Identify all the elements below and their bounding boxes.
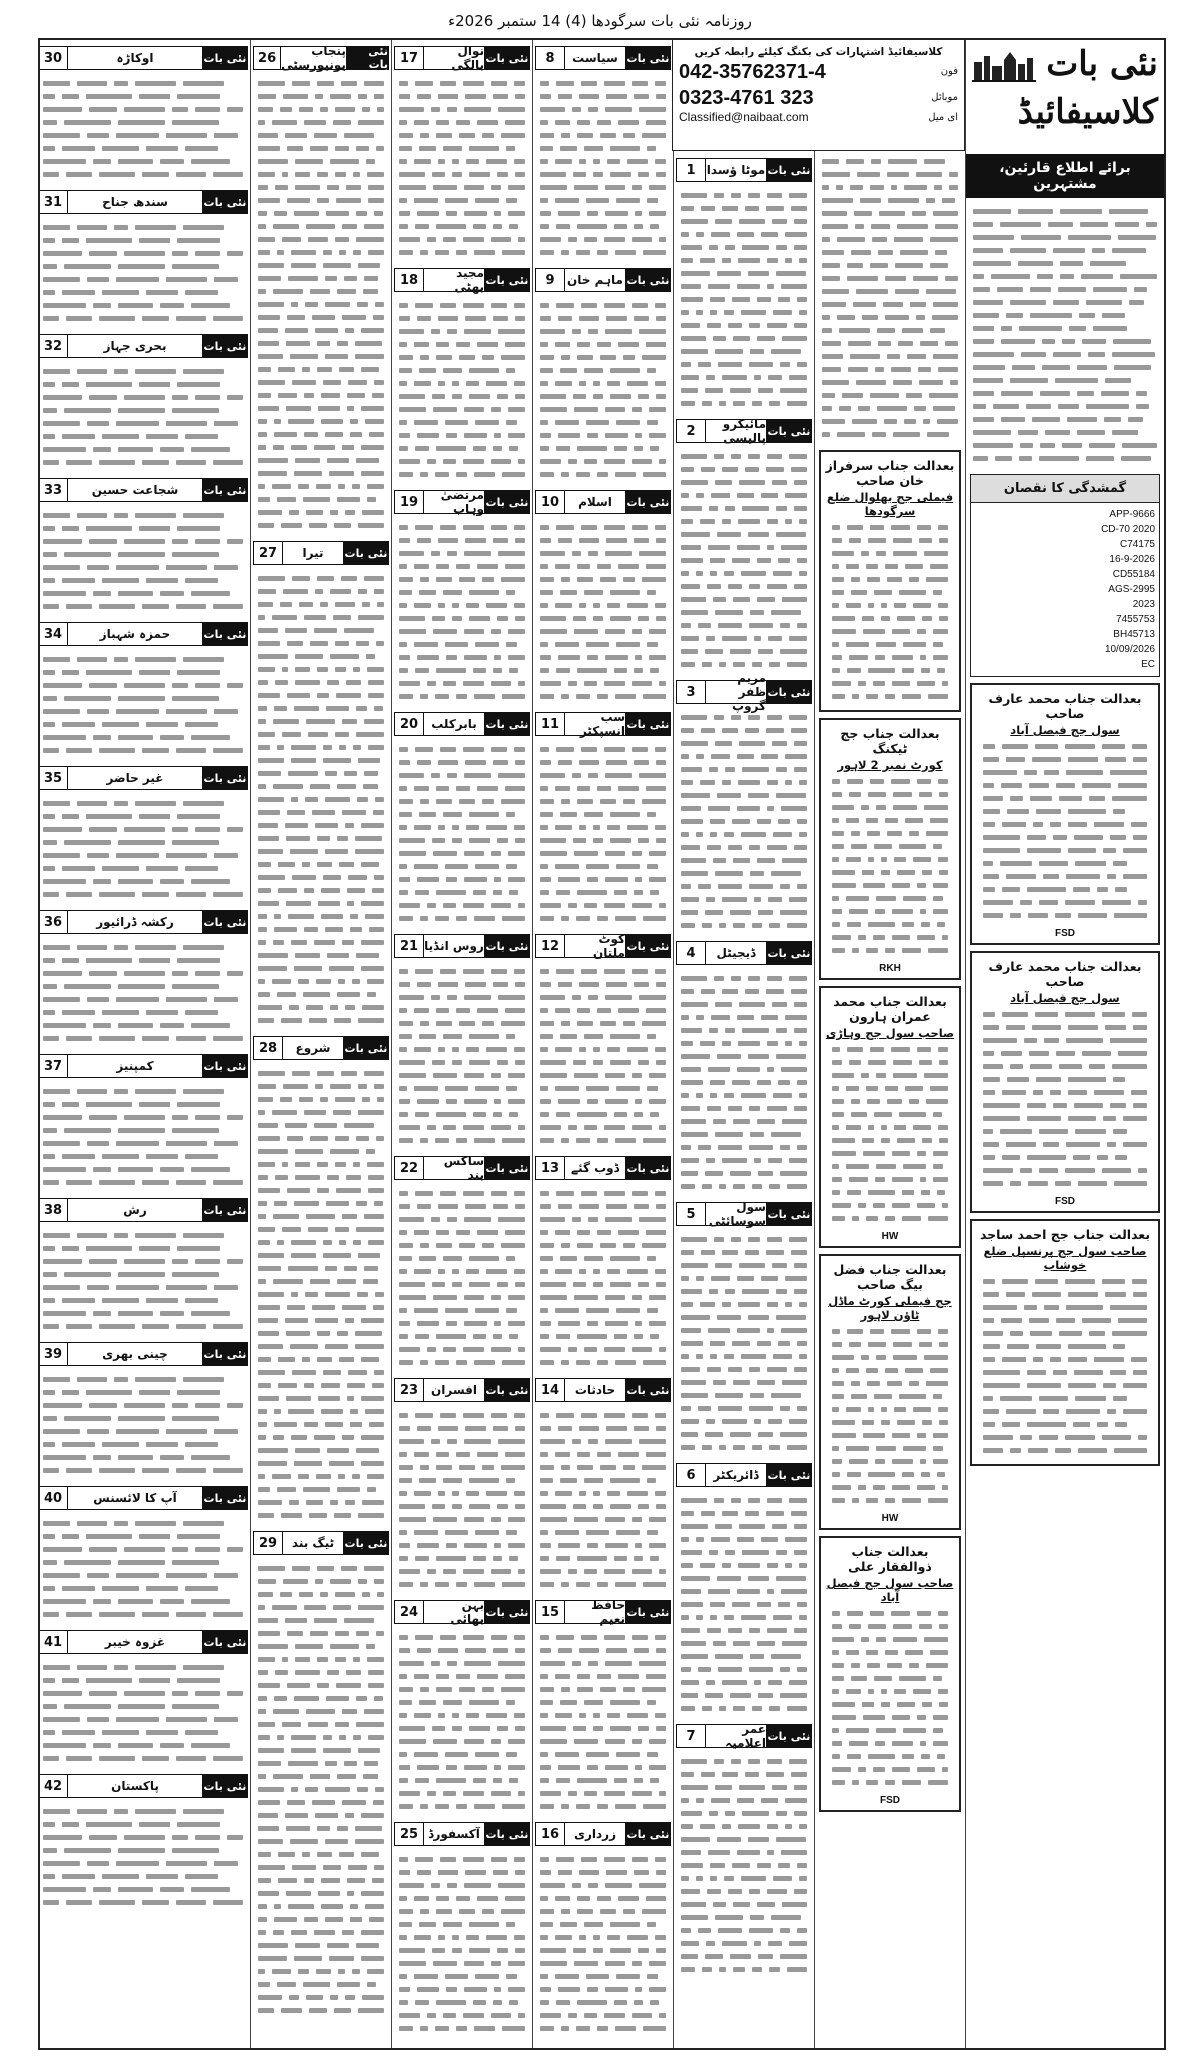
brand-badge: نئی بات: [766, 1463, 812, 1487]
category-title: پنجاب یونیورسٹی: [281, 44, 346, 72]
category-number: 30: [38, 46, 68, 70]
classified-ad: [38, 478, 250, 616]
category-header: [394, 1156, 530, 1180]
classified-ad: [392, 934, 532, 1150]
category-title: ساکس بند: [424, 1156, 484, 1180]
category-number: 3: [676, 680, 706, 704]
column-ads-4: [251, 40, 391, 2048]
category-header: [38, 1342, 248, 1366]
classified-ad: [533, 1822, 673, 2038]
category-header: [38, 334, 248, 358]
classified-ad: [38, 622, 250, 760]
category-header: [394, 1378, 530, 1402]
court-subtitle: صاحب سول جج پرنسپل ضلع خوشاب: [983, 1244, 1147, 1272]
lost-found-item: BH45713: [1113, 629, 1155, 640]
category-title: مرتضیٰ وہاب: [424, 490, 484, 514]
category-number: 33: [38, 478, 68, 502]
category-title: اوکاڑہ: [68, 46, 202, 70]
category-header: [535, 1600, 671, 1624]
category-title: بہن بھائی: [424, 1600, 484, 1624]
email-label: ای میل: [928, 111, 958, 123]
classified-ad: [392, 1378, 532, 1594]
brand-badge: نئی بات: [766, 158, 812, 182]
category-number: 22: [394, 1156, 424, 1180]
contact-box: [672, 40, 965, 151]
court-notice: [819, 450, 961, 712]
court-notice: [819, 718, 961, 980]
category-title: چینی بھری: [68, 1342, 202, 1366]
classified-ad: [251, 46, 391, 535]
brand-badge: نئی بات: [766, 1202, 812, 1226]
masthead-logo: نئی بات: [1046, 44, 1158, 84]
classified-ad: [674, 1463, 814, 1718]
category-title: شروع: [283, 1036, 343, 1060]
brand-badge: نئی بات: [625, 934, 671, 958]
category-header: [38, 1198, 248, 1222]
brand-badge: نئی بات: [202, 46, 248, 70]
category-number: 6: [676, 1463, 706, 1487]
mobile-label: موبائل: [931, 91, 958, 103]
brand-badge: نئی بات: [343, 541, 389, 565]
classified-ad: [38, 1054, 250, 1192]
category-header: [394, 490, 530, 514]
classified-ad: [392, 1156, 532, 1372]
classified-ad: [38, 766, 250, 904]
classified-ad: [251, 541, 391, 1030]
classified-ad: [392, 268, 532, 484]
court-title: بعدالت جناب جج ٹیکنگ: [840, 726, 940, 756]
brand-badge: نئی بات: [625, 1378, 671, 1402]
classified-ad: [38, 46, 250, 184]
category-title: عمر اعلامیہ: [706, 1724, 766, 1748]
court-subtitle: فیملی جج بھلوال ضلع سرگودھا: [826, 490, 954, 518]
brand-badge: نئی بات: [484, 934, 530, 958]
classified-ad: [533, 268, 673, 484]
category-number: 27: [253, 541, 283, 565]
phone-row: [673, 58, 964, 84]
category-header: [38, 1630, 248, 1654]
brand-badge: نئی بات: [625, 268, 671, 292]
category-title: مریم ظفر گروپ: [706, 680, 766, 704]
court-title: بعدالت جناب سرفراز خان صاحب: [825, 458, 955, 488]
category-number: 2: [676, 419, 706, 443]
category-title: سول سوسائٹی: [706, 1202, 766, 1226]
contact-heading: کلاسیفائیڈ اشتہارات کی بکنگ کیلئے رابطہ کریں: [694, 46, 943, 58]
brand-badge: نئی بات: [625, 490, 671, 514]
classified-ad: [251, 1531, 391, 2020]
court-code: RKH: [879, 963, 901, 974]
classified-ad: [533, 490, 673, 706]
category-title: سیاست: [565, 46, 625, 70]
category-header: [676, 158, 812, 182]
category-header: [676, 1202, 812, 1226]
court-code: HW: [881, 1513, 899, 1524]
category-number: 28: [253, 1036, 283, 1060]
classified-ad: [392, 490, 532, 706]
category-header: [535, 1156, 671, 1180]
court-title: بعدالت جناب محمد عارف صاحب: [988, 959, 1142, 989]
brand-badge: نئی بات: [625, 1156, 671, 1180]
category-number: 19: [394, 490, 424, 514]
category-header: [394, 1600, 530, 1624]
category-number: 4: [676, 941, 706, 965]
lost-found-item: AGS-2995: [1108, 584, 1155, 595]
lost-found-item: EC: [1141, 659, 1155, 670]
brand-badge: نئی بات: [202, 766, 248, 790]
category-number: 29: [253, 1531, 283, 1555]
category-title: آپ کا لائسنس: [68, 1486, 202, 1510]
category-title: حافظ نعیم: [565, 1600, 625, 1624]
category-number: 25: [394, 1822, 424, 1846]
brand-badge: نئی بات: [202, 1198, 248, 1222]
court-title: بعدالت جناب محمد عمران ہارون: [833, 994, 947, 1024]
category-header: [535, 1378, 671, 1402]
notice-text: [966, 202, 1164, 468]
category-title: مجید بھٹی: [424, 268, 484, 292]
brand-badge: نئی بات: [202, 622, 248, 646]
category-title: افسران: [424, 1378, 484, 1402]
category-number: 9: [535, 268, 565, 292]
category-header: [38, 190, 248, 214]
brand-badge: نئی بات: [343, 1036, 389, 1060]
court-subtitle: صاحب سول جج فیصل آباد: [826, 1576, 954, 1604]
category-title: شجاعت حسین: [68, 478, 202, 502]
email-row: [673, 110, 964, 124]
court-subtitle: صاحب سول جج وہاڑی: [825, 1026, 955, 1040]
brand-badge: نئی بات: [202, 1054, 248, 1078]
category-header: [394, 712, 530, 736]
classified-ad: [533, 46, 673, 262]
category-number: 38: [38, 1198, 68, 1222]
category-header: [253, 1036, 389, 1060]
category-header: [676, 671, 812, 713]
classified-ad: [674, 419, 814, 674]
category-number: 17: [394, 46, 424, 70]
category-number: 39: [38, 1342, 68, 1366]
brand-badge: نئی بات: [202, 910, 248, 934]
court-notice: [970, 1219, 1160, 1466]
category-title: زرداری: [565, 1822, 625, 1846]
classified-ad: [674, 1724, 814, 1979]
category-title: غزوہ خیبر: [68, 1630, 202, 1654]
lost-found-list: [970, 503, 1160, 677]
brand-badge: نئی بات: [202, 478, 248, 502]
court-subtitle: جج فیملی کورٹ ماڈل ٹاؤن لاہور: [828, 1294, 952, 1322]
category-number: 40: [38, 1486, 68, 1510]
category-title: رش: [68, 1198, 202, 1222]
category-number: 10: [535, 490, 565, 514]
court-notice: [819, 1536, 961, 1812]
brand-badge: نئی بات: [202, 190, 248, 214]
category-title: غیر حاضر: [68, 766, 202, 790]
category-number: 23: [394, 1378, 424, 1402]
notice-title: برائے اطلاع قارئین، مشتہرین: [966, 154, 1164, 198]
brand-badge: نئی بات: [343, 1531, 389, 1555]
classified-ad: [392, 1600, 532, 1816]
category-title: موٹا ؤسدا: [706, 158, 766, 182]
category-number: 37: [38, 1054, 68, 1078]
brand-badge: نئی بات: [766, 419, 812, 443]
brand-badge: نئی بات: [484, 46, 530, 70]
category-title: پاکستان: [68, 1774, 202, 1798]
court-title: بعدالت جناب ذوالفقار علی: [848, 1544, 932, 1574]
category-title: رکشہ ڈرائیور: [68, 910, 202, 934]
masthead: [966, 40, 1164, 150]
category-title: سندھ جناح: [68, 190, 202, 214]
category-header: [394, 268, 530, 292]
column-ads-2: [533, 40, 673, 2048]
city-skyline-icon: [972, 48, 1036, 82]
category-number: 20: [394, 712, 424, 736]
category-header: [38, 478, 248, 502]
category-number: 26: [253, 46, 281, 70]
category-number: 1: [676, 158, 706, 182]
court-notice: [819, 1254, 961, 1530]
classified-ad: [392, 1822, 532, 2038]
brand-badge: نئی بات: [625, 46, 671, 70]
brand-badge: نئی بات: [202, 334, 248, 358]
brand-badge: نئی بات: [202, 1630, 248, 1654]
brand-badge: نئی بات: [484, 1156, 530, 1180]
category-title: بابرکلب: [424, 712, 484, 736]
brand-badge: نئی بات: [625, 1600, 671, 1624]
lost-found-item: C74175: [1119, 539, 1155, 550]
mobile-number[interactable]: 0323-4761 323: [679, 87, 814, 109]
column-courts: [966, 40, 1164, 2048]
masthead-subtitle: کلاسیفائیڈ: [1017, 92, 1158, 132]
brand-badge: نئی بات: [202, 1486, 248, 1510]
court-subtitle: سول جج فیصل آباد: [1010, 991, 1120, 1005]
category-number: 41: [38, 1630, 68, 1654]
category-number: 24: [394, 1600, 424, 1624]
category-header: [253, 541, 389, 565]
column-ads-1: [674, 40, 814, 2048]
category-title: نوال بالگی: [424, 46, 484, 70]
phone-number[interactable]: 042-35762371-4: [679, 61, 826, 83]
category-header: [38, 622, 248, 646]
category-header: [38, 1486, 248, 1510]
category-number: 18: [394, 268, 424, 292]
court-code: FSD: [880, 1795, 900, 1806]
category-header: [535, 934, 671, 958]
category-header: [253, 46, 389, 70]
classified-ad: [392, 712, 532, 928]
category-number: 34: [38, 622, 68, 646]
category-header: [535, 268, 671, 292]
brand-badge: نئی بات: [484, 1822, 530, 1846]
category-header: [394, 1822, 530, 1846]
category-header: [535, 46, 671, 70]
category-title: ماہم خان: [565, 268, 625, 292]
category-header: [38, 766, 248, 790]
category-header: [253, 1531, 389, 1555]
category-number: 42: [38, 1774, 68, 1798]
category-title: بحری جہاز: [68, 334, 202, 358]
category-title: کوٹ ملتان: [565, 934, 625, 958]
brand-badge: نئی بات: [202, 1342, 248, 1366]
category-header: [676, 1463, 812, 1487]
brand-badge: نئی بات: [766, 941, 812, 965]
phone-label: فون: [940, 65, 958, 77]
court-code: HW: [881, 1231, 899, 1242]
category-number: 36: [38, 910, 68, 934]
lost-found-item: 7455753: [1116, 614, 1155, 625]
column-ads-3: [392, 40, 532, 2048]
category-header: [38, 1054, 248, 1078]
category-number: 32: [38, 334, 68, 358]
category-title: ڈائریکٹر: [706, 1463, 766, 1487]
category-header: [676, 1724, 812, 1748]
brand-badge: نئی بات: [484, 490, 530, 514]
category-title: ڈوب گئے: [565, 1156, 625, 1180]
category-header: [38, 46, 248, 70]
classified-ad: [533, 934, 673, 1150]
column-ads-5: [38, 40, 250, 2048]
classified-ad: [674, 671, 814, 935]
classified-ad: [674, 1202, 814, 1457]
classified-ad: [38, 910, 250, 1048]
classified-ad: [38, 1342, 250, 1480]
category-number: 13: [535, 1156, 565, 1180]
brand-badge: نئی بات: [484, 712, 530, 736]
category-number: 16: [535, 1822, 565, 1846]
court-code: FSD: [1055, 1196, 1075, 1207]
brand-badge: نئی بات: [346, 46, 389, 70]
category-header: [535, 1822, 671, 1846]
classified-ad: [38, 334, 250, 472]
classified-frame: [38, 38, 1166, 2050]
category-title: اسلام: [565, 490, 625, 514]
classified-ad: [533, 712, 673, 928]
classified-ad: [674, 158, 814, 413]
court-notice: [819, 986, 961, 1248]
classified-ad: [533, 1156, 673, 1372]
court-title: بعدالت جناب محمد عارف صاحب: [988, 691, 1142, 721]
court-subtitle: کورٹ نمبر 2 لاہور: [837, 758, 943, 772]
brand-badge: نئی بات: [484, 1600, 530, 1624]
category-title: مائیکرو پالیسی: [706, 419, 766, 443]
court-title: بعدالت جناب فضل بیگ صاحب: [833, 1262, 947, 1292]
category-number: 14: [535, 1378, 565, 1402]
category-header: [535, 490, 671, 514]
brand-badge: نئی بات: [202, 1774, 248, 1798]
brand-badge: نئی بات: [625, 1822, 671, 1846]
category-number: 11: [535, 712, 565, 736]
classified-ad: [38, 1486, 250, 1624]
court-notice: [970, 683, 1160, 945]
classified-ad: [38, 1630, 250, 1768]
classified-ad: [38, 1198, 250, 1336]
classified-ad: [533, 1600, 673, 1816]
classified-ad: [392, 46, 532, 262]
brand-badge: نئی بات: [484, 1378, 530, 1402]
classified-ad: [251, 1036, 391, 1525]
category-title: حمزہ شہباز: [68, 622, 202, 646]
category-header: [38, 910, 248, 934]
court-subtitle: سول جج فیصل آباد: [1010, 723, 1120, 737]
lost-found-item: CD55184: [1112, 569, 1155, 580]
category-number: 15: [535, 1600, 565, 1624]
category-title: سب انسپکٹر: [565, 712, 625, 736]
brand-badge: نئی بات: [766, 1724, 812, 1748]
category-number: 31: [38, 190, 68, 214]
category-header: [676, 941, 812, 965]
category-number: 12: [535, 934, 565, 958]
category-title: کمپنیز: [68, 1054, 202, 1078]
court-notice: [970, 951, 1160, 1213]
category-number: 7: [676, 1724, 706, 1748]
lost-found-item: 10/09/2026: [1104, 644, 1155, 655]
category-title: روس انڈیا: [424, 934, 484, 958]
category-header: [38, 1774, 248, 1798]
court-code: FSD: [1055, 928, 1075, 939]
category-number: 35: [38, 766, 68, 790]
classified-ad: [38, 190, 250, 328]
category-header: [676, 419, 812, 443]
lost-found-item: CD-70 2020: [1101, 524, 1155, 535]
category-number: 21: [394, 934, 424, 958]
email-address[interactable]: Classified@naibaat.com: [679, 110, 809, 124]
classified-ad: [674, 941, 814, 1196]
category-title: ڈیجیٹل: [706, 941, 766, 965]
category-title: آکسفورڈ: [424, 1822, 484, 1846]
brand-badge: نئی بات: [625, 712, 671, 736]
category-number: 5: [676, 1202, 706, 1226]
brand-badge: نئی بات: [766, 680, 812, 704]
lost-found-item: 16-9-2026: [1109, 554, 1155, 565]
category-title: ٹیگ بند: [283, 1531, 343, 1555]
lost-found-item: 2023: [1132, 599, 1155, 610]
lost-found-item: APP-9666: [1109, 509, 1155, 520]
category-title: حادثات: [565, 1378, 625, 1402]
column-courts-2: [815, 40, 965, 2048]
category-header: [535, 712, 671, 736]
category-title: تیرا: [283, 541, 343, 565]
brand-badge: نئی بات: [484, 268, 530, 292]
category-number: 8: [535, 46, 565, 70]
court-title: بعدالت جناب جج احمد ساجد: [979, 1227, 1151, 1242]
category-header: [394, 934, 530, 958]
category-header: [394, 46, 530, 70]
lost-found-title: گمشدگی کا نقصان: [970, 474, 1160, 503]
classified-ad: [38, 1774, 250, 1912]
classified-ad: [533, 1378, 673, 1594]
dateline: روزنامہ نئی بات سرگودھا (4) 14 ستمبر 2026ء: [448, 12, 752, 30]
mobile-row: [673, 84, 964, 110]
